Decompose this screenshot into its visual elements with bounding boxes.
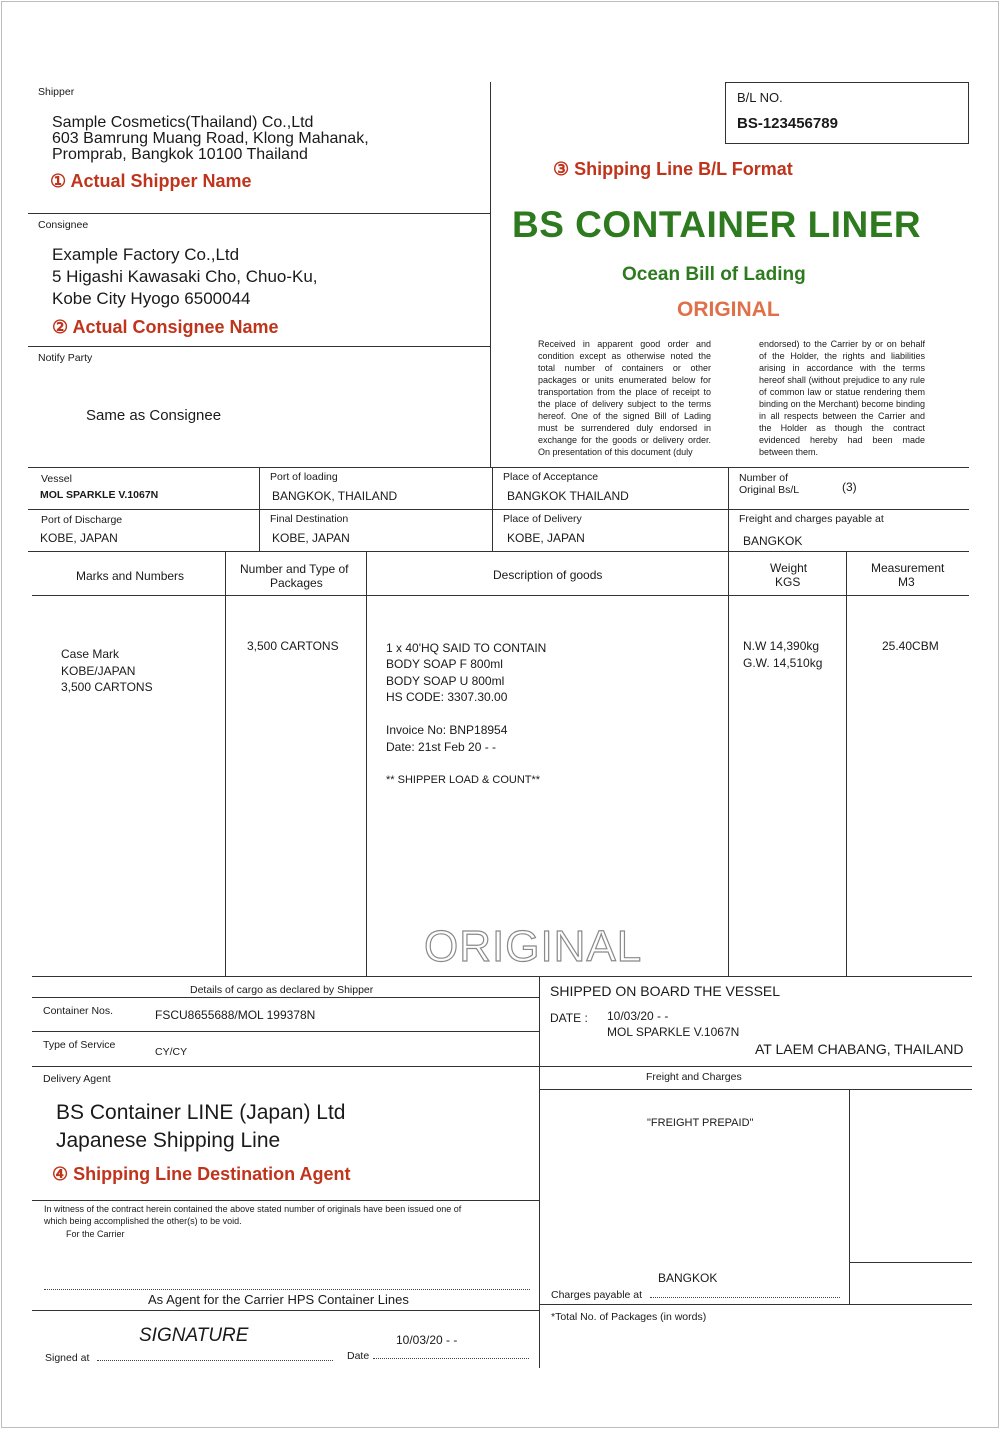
- divider: [28, 346, 490, 347]
- packages-header-2: Packages: [270, 576, 323, 590]
- freight-charges-title: Freight and Charges: [646, 1071, 742, 1083]
- divider: [32, 595, 969, 596]
- document-title: Ocean Bill of Lading: [622, 264, 806, 285]
- marks-header: Marks and Numbers: [76, 569, 185, 583]
- date-label: Date: [347, 1350, 370, 1362]
- divider: [539, 1304, 972, 1305]
- originals-label-2: Original Bs/L: [739, 484, 800, 496]
- freight-payable-value: BANGKOK: [743, 534, 803, 548]
- shipper-annotation: ① Actual Shipper Name: [50, 171, 252, 191]
- description-line: BODY SOAP U 800ml: [386, 674, 505, 688]
- divider: [539, 1089, 972, 1090]
- total-packages-label: *Total No. of Packages (in words): [551, 1311, 707, 1323]
- original-stamp: ORIGINAL: [677, 298, 780, 321]
- place-of-acceptance-label: Place of Acceptance: [503, 471, 599, 483]
- divider: [492, 467, 493, 551]
- place-of-delivery-label: Place of Delivery: [503, 513, 582, 525]
- date-line: [373, 1358, 529, 1359]
- service-label: Type of Service: [43, 1039, 116, 1051]
- divider: [728, 551, 729, 976]
- port-of-loading-label: Port of loading: [270, 471, 338, 483]
- divider: [728, 467, 729, 551]
- notify-value: Same as Consignee: [86, 407, 222, 424]
- place-of-acceptance-value: BANGKOK THAILAND: [507, 489, 629, 503]
- terms-text-right: endorsed) to the Carrier by or on behalf of the Holder, the rights and liabilities arising in accordance with the terms hereof shall (without prejudice to any rule of common law or statue rendering them binding on the Merchant) become binding in all respects between the Carrier and the Holder as though the contract evidenced hereby had been made between them.: [759, 339, 925, 457]
- description-line: BODY SOAP F 800ml: [386, 657, 503, 671]
- shipper-label: Shipper: [38, 86, 75, 98]
- shipper-load-note: ** SHIPPER LOAD & COUNT**: [386, 774, 541, 786]
- shipper-address-2: Promprab, Bangkok 10100 Thailand: [52, 146, 308, 163]
- divider: [490, 82, 491, 467]
- packages-value: 3,500 CARTONS: [247, 639, 339, 653]
- description-header: Description of goods: [493, 568, 603, 582]
- invoice-number: Invoice No: BNP18954: [386, 723, 508, 737]
- delivery-agent-name: BS Container LINE (Japan) Ltd: [56, 1101, 346, 1124]
- weight-header-1: Weight: [770, 561, 808, 575]
- consignee-address-2: Kobe City Hyogo 6500044: [52, 289, 251, 308]
- divider: [28, 509, 969, 510]
- divider: [32, 997, 539, 998]
- bl-number: BS-123456789: [737, 115, 838, 132]
- port-of-discharge-label: Port of Discharge: [41, 514, 123, 526]
- charges-payable-label: Charges payable at: [551, 1289, 643, 1301]
- signature-date: 10/03/20 - -: [396, 1333, 458, 1347]
- signature: SIGNATURE: [139, 1325, 249, 1346]
- terms-text-left: Received in apparent good order and condition except as otherwise noted the total number of containers or other packages or units enumerated below for transportation from the place of receipt to the place of delivery subject to the terms hereof. One of the signed Bill of Lading must be surrendered duly endorsed in exchange for the goods or delivery order. On presentation of this document (duly: [538, 339, 711, 457]
- final-destination-value: KOBE, JAPAN: [272, 531, 350, 545]
- bl-annotation: ③ Shipping Line B/L Format: [553, 159, 793, 179]
- divider: [849, 1262, 972, 1263]
- originals-label-1: Number of: [739, 472, 789, 484]
- divider: [32, 1066, 972, 1067]
- delivery-agent-subtitle: Japanese Shipping Line: [56, 1129, 281, 1152]
- as-agent-text: As Agent for the Carrier HPS Container Lines: [148, 1292, 409, 1307]
- divider: [32, 1310, 539, 1311]
- divider: [32, 1200, 539, 1201]
- marks-line: KOBE/JAPAN: [61, 664, 136, 678]
- delivery-agent-annotation: ④ Shipping Line Destination Agent: [52, 1164, 351, 1184]
- port-of-loading-value: BANGKOK, THAILAND: [272, 489, 398, 503]
- place-of-delivery-value: KOBE, JAPAN: [507, 531, 585, 545]
- signed-at-label: Signed at: [45, 1352, 90, 1364]
- for-the-carrier: For the Carrier: [66, 1229, 125, 1239]
- divider: [32, 1031, 539, 1032]
- divider: [366, 551, 367, 976]
- cargo-details-title: Details of cargo as declared by Shipper: [190, 984, 374, 996]
- consignee-label: Consignee: [38, 219, 89, 231]
- originals-value: (3): [842, 480, 857, 494]
- marks-line: Case Mark: [61, 647, 120, 661]
- invoice-date: Date: 21st Feb 20 - -: [386, 740, 497, 754]
- delivery-agent-label: Delivery Agent: [43, 1073, 111, 1085]
- onboard-vessel: MOL SPARKLE V.1067N: [607, 1025, 740, 1039]
- signed-at-line: [97, 1360, 333, 1361]
- witness-text-2: which being accomplished the other(s) to be void.: [44, 1216, 242, 1226]
- marks-line: 3,500 CARTONS: [61, 680, 153, 694]
- divider: [28, 213, 490, 214]
- divider: [28, 467, 969, 468]
- divider: [259, 467, 260, 551]
- original-watermark: ORIGINAL: [424, 922, 643, 971]
- bl-number-label: B/L NO.: [737, 90, 783, 105]
- onboard-date-label: DATE :: [550, 1011, 588, 1025]
- weight-header-2: KGS: [775, 575, 801, 589]
- net-weight: N.W 14,390kg: [743, 639, 820, 653]
- measurement-header-1: Measurement: [871, 561, 945, 575]
- divider: [225, 551, 226, 976]
- shipped-on-board-title: SHIPPED ON BOARD THE VESSEL: [550, 983, 781, 999]
- carrier-name: BS CONTAINER LINER: [512, 204, 922, 245]
- onboard-port: AT LAEM CHABANG, THAILAND: [755, 1041, 964, 1057]
- description-line: 1 x 40'HQ SAID TO CONTAIN: [386, 641, 547, 655]
- freight-payable-label: Freight and charges payable at: [739, 513, 884, 525]
- witness-text-1: In witness of the contract herein contained the above stated number of originals have been issued one of: [44, 1204, 462, 1214]
- measurement-value: 25.40CBM: [882, 639, 939, 653]
- container-label: Container Nos.: [43, 1005, 114, 1017]
- gross-weight: G.W. 14,510kg: [743, 656, 823, 670]
- onboard-date: 10/03/20 - -: [607, 1009, 669, 1023]
- consignee-name: Example Factory Co.,Ltd: [52, 245, 240, 264]
- charges-payable-line: [650, 1297, 840, 1298]
- vessel-value: MOL SPARKLE V.1067N: [40, 489, 159, 501]
- measurement-header-2: M3: [898, 575, 915, 589]
- packages-header-1: Number and Type of: [240, 562, 349, 576]
- notify-label: Notify Party: [38, 352, 93, 364]
- divider: [846, 551, 847, 976]
- charges-payable-city: BANGKOK: [658, 1271, 718, 1285]
- consignee-annotation: ② Actual Consignee Name: [52, 317, 279, 337]
- divider: [539, 976, 540, 1368]
- description-line: HS CODE: 3307.30.00: [386, 690, 508, 704]
- freight-prepaid: "FREIGHT PREPAID": [647, 1117, 754, 1129]
- divider: [28, 551, 969, 552]
- port-of-discharge-value: KOBE, JAPAN: [40, 531, 118, 545]
- consignee-address-1: 5 Higashi Kawasaki Cho, Chuo-Ku,: [52, 267, 318, 286]
- divider: [32, 976, 972, 977]
- vessel-label: Vessel: [41, 473, 72, 485]
- final-destination-label: Final Destination: [270, 513, 349, 525]
- service-value: CY/CY: [155, 1046, 188, 1058]
- shipper-address-1: 603 Bamrung Muang Road, Klong Mahanak,: [52, 130, 369, 147]
- shipper-name: Sample Cosmetics(Thailand) Co.,Ltd: [52, 114, 314, 131]
- divider: [849, 1089, 850, 1304]
- container-value: FSCU8655688/MOL 199378N: [155, 1008, 316, 1022]
- signature-line: [44, 1289, 530, 1290]
